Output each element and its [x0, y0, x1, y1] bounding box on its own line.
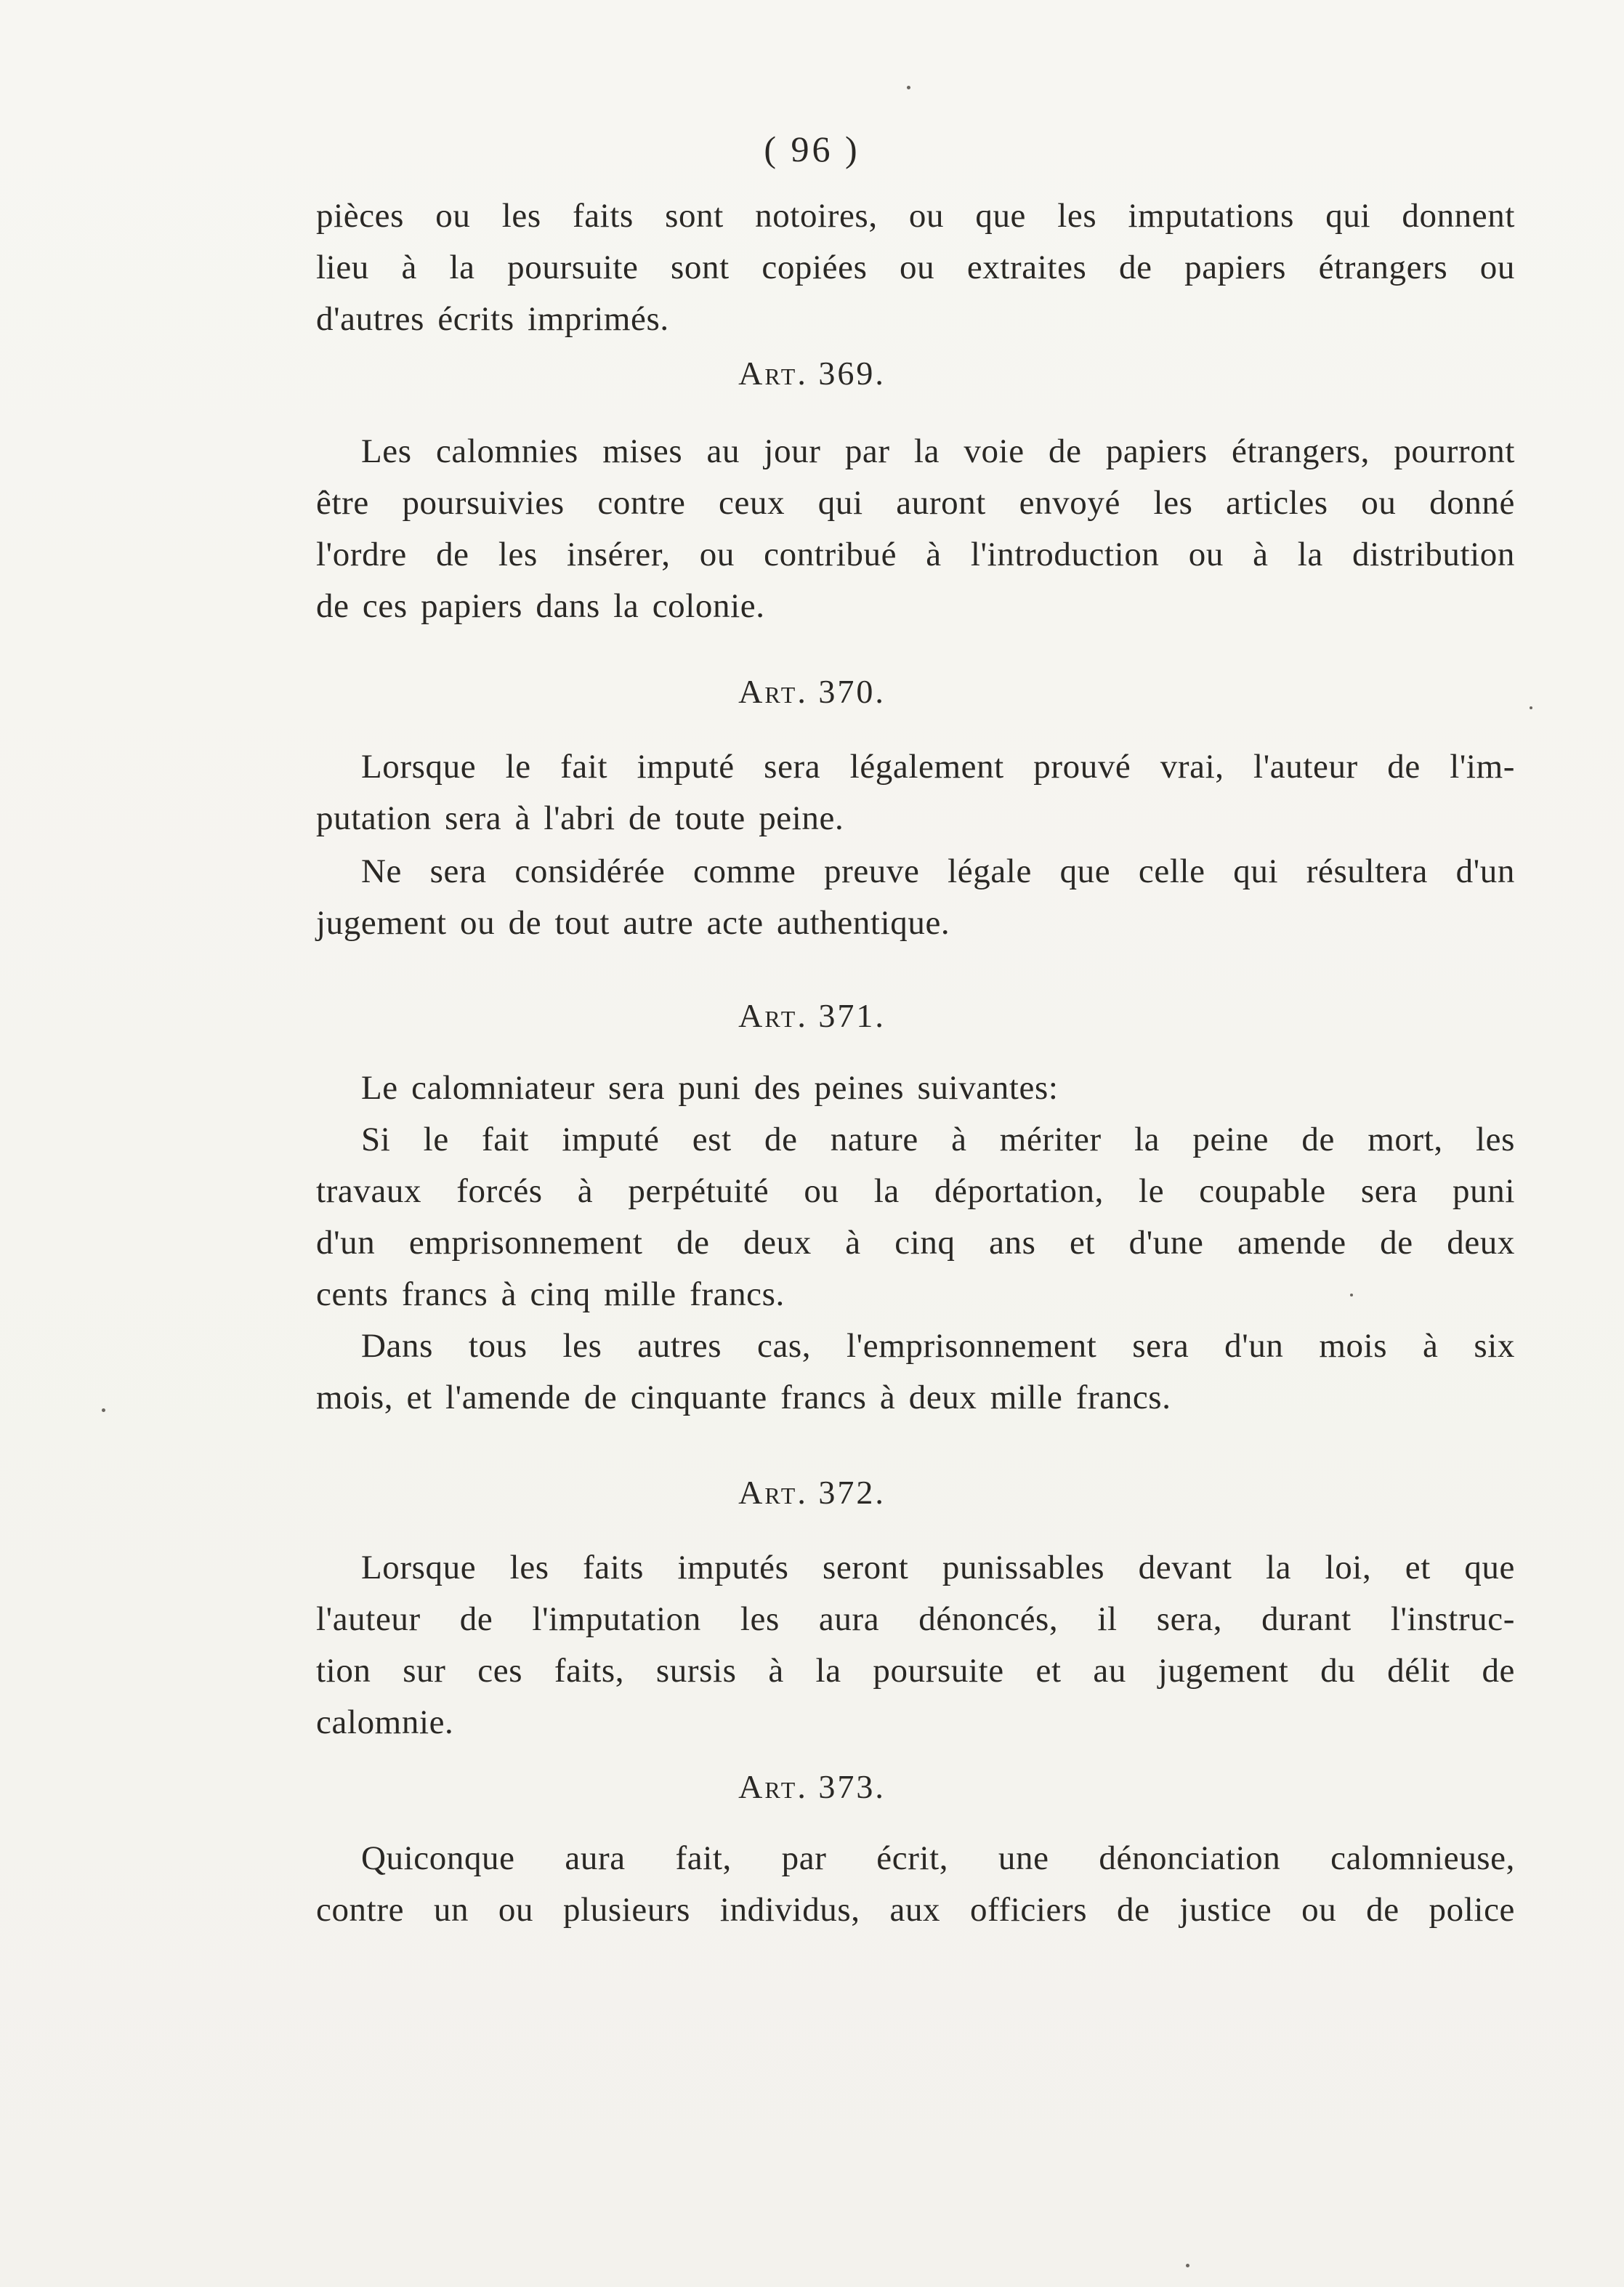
text-line: d'autres écrits imprimés. [316, 300, 669, 338]
text-line: Si le fait imputé est de nature à mériter la peine de mort, les [361, 1121, 1515, 1158]
text-line: putation sera à l'abri de toute peine. [316, 799, 844, 837]
text-line: jugement ou de tout autre acte authentique. [316, 904, 950, 942]
page-number: ( 96 ) [764, 129, 860, 169]
article-heading: Art. 369. [738, 355, 886, 392]
article-heading: Art. 370. [738, 673, 886, 710]
text-line: Dans tous les autres cas, l'emprisonnement sera d'un mois à six [361, 1327, 1515, 1365]
text-line: être poursuivies contre ceux qui auront envoyé les articles ou donné [316, 484, 1515, 522]
text-line: calomnie. [316, 1703, 454, 1741]
article-paragraph [316, 426, 1515, 632]
text-line: Quiconque aura fait, par écrit, une dénonciation calomnieuse, [361, 1839, 1515, 1877]
article-paragraph [316, 1320, 1515, 1424]
article-paragraph [316, 741, 1515, 844]
article-heading: Art. 371. [738, 997, 886, 1034]
text-line: Lorsque le fait imputé sera légalement prouvé vrai, l'auteur de l'im- [361, 748, 1515, 786]
paper-speck [1530, 706, 1532, 709]
text-line: de ces papiers dans la colonie. [316, 587, 765, 625]
text-line: l'ordre de les insérer, ou contribué à l'introduction ou à la distribution [316, 536, 1515, 573]
article-paragraph [316, 1542, 1515, 1748]
text-line: cents francs à cinq mille francs. [316, 1275, 785, 1313]
paper-speck [1186, 2264, 1189, 2267]
text-line: Ne sera considérée comme preuve légale que celle qui résultera d'un [361, 852, 1515, 890]
paper-speck [1350, 1294, 1353, 1296]
text-line: Les calomnies mises au jour par la voie de papiers étrangers, pourront [361, 432, 1515, 470]
paper-speck [102, 1408, 105, 1412]
text-line: Lorsque les faits imputés seront punissables devant la loi, et que [361, 1549, 1515, 1586]
intro-paragraph [316, 190, 1515, 345]
article-paragraph [316, 1062, 1515, 1114]
text-line: pièces ou les faits sont notoires, ou que les imputations qui donnent [316, 197, 1515, 235]
article-paragraph [316, 846, 1515, 949]
text-line: d'un emprisonnement de deux à cinq ans et d'une amende de deux [316, 1224, 1515, 1262]
article-paragraph [316, 1114, 1515, 1320]
text-line: lieu à la poursuite sont copiées ou extraites de papiers étrangers ou [316, 249, 1515, 286]
text-line: mois, et l'amende de cinquante francs à deux mille francs. [316, 1379, 1171, 1416]
text-line: contre un ou plusieurs individus, aux officiers de justice ou de police [316, 1891, 1515, 1929]
article-heading: Art. 373. [738, 1768, 886, 1805]
article-paragraph [316, 1833, 1515, 1936]
text-line: Le calomniateur sera puni des peines suivantes: [361, 1069, 1059, 1107]
text-line: tion sur ces faits, sursis à la poursuite et au jugement du délit de [316, 1652, 1515, 1690]
paper-speck [907, 86, 910, 89]
text-line: l'auteur de l'imputation les aura dénoncés, il sera, durant l'instruc- [316, 1600, 1515, 1638]
text-line: travaux forcés à perpétuité ou la déportation, le coupable sera puni [316, 1172, 1515, 1210]
article-heading: Art. 372. [738, 1474, 886, 1511]
